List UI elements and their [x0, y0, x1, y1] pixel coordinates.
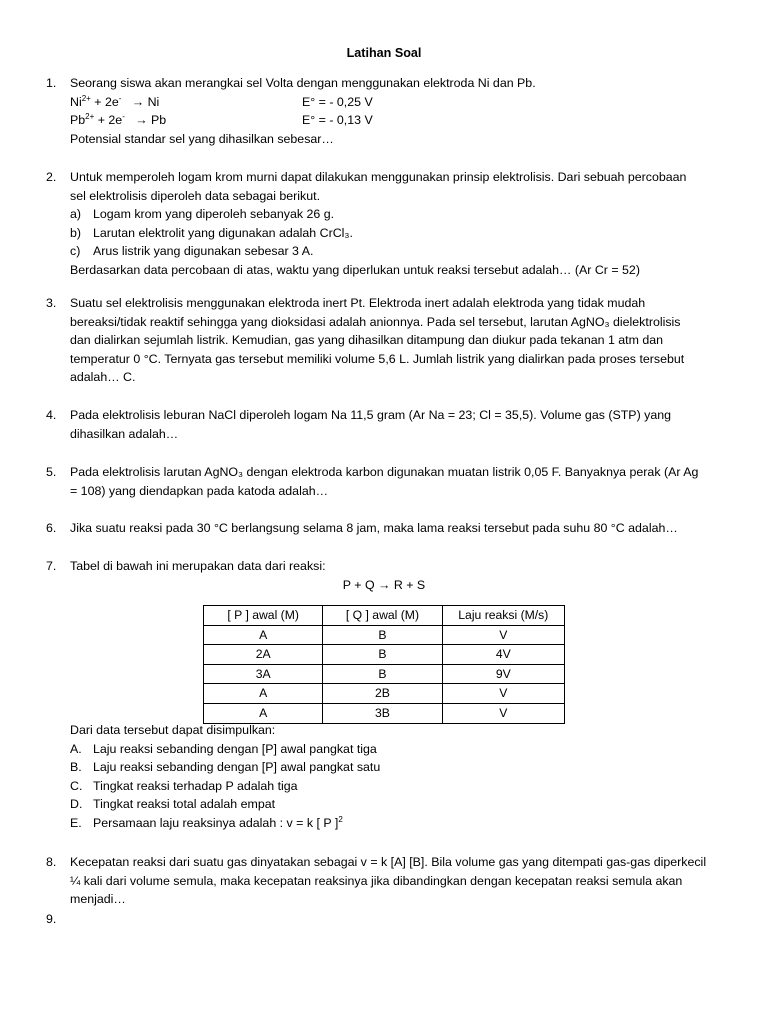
- reaction-equation: P + Q → R + S: [342, 578, 426, 592]
- question-text: bereaksi/tidak reaktif sehingga yang dioksidasi adalah anionnya. Pada sel tersebut, larutan AgNO₃ dielektrolisis: [70, 314, 681, 329]
- table-cell: 3B: [323, 703, 442, 723]
- table-header-row: [204, 606, 565, 626]
- table-cell: 2B: [323, 684, 442, 704]
- potential-value: E° = - 0,25 V: [302, 94, 373, 109]
- question-prompt: Potensial standar sel yang dihasilkan sebesar…: [70, 131, 334, 146]
- question-text: temperatur 0 °C. Ternyata gas tersebut memiliki volume 5,6 L. Jumlah listrik yang dialirkan pada proses tersebut: [70, 351, 685, 366]
- question-number: 8.: [46, 855, 57, 869]
- rate-data-table: [203, 605, 565, 724]
- table-cell: V: [442, 703, 564, 723]
- answer-option: A. Laju reaksi sebanding dengan [P] awal pangkat tiga: [70, 741, 377, 756]
- half-reaction-pb: $Pb^{2+} + 2e^-$ → Pb E° = - 0,13 V: [70, 111, 720, 130]
- arrow-icon: →: [131, 94, 145, 109]
- question-7-options: [70, 721, 720, 833]
- question-number: 7.: [46, 559, 57, 573]
- question-text: = 108) yang diendapkan pada katoda adalah…: [70, 483, 329, 498]
- table-cell: B: [323, 625, 442, 645]
- question-text: Seorang siswa akan merangkai sel Volta dengan menggunakan elektroda Ni dan Pb.: [70, 76, 536, 90]
- question-text: dan dialirkan sejumlah listrik. Kemudian, gas yang dihasilkan ditampung dan diukur pada tekanan 1 atm dan: [70, 333, 664, 348]
- question-text: Untuk memperoleh logam krom murni dapat dilakukan menggunakan prinsip elektrolisis. Dari sebuah percobaan: [70, 170, 687, 184]
- question-6: Jika suatu reaksi pada 30 °C berlangsung selama 8 jam, maka lama reaksi tersebut pada suhu 80 °C adalah…: [70, 521, 678, 535]
- table-cell: 2A: [204, 645, 323, 665]
- question-3: [70, 294, 720, 387]
- potential-value: E° = - 0,13 V: [302, 113, 373, 128]
- answer-option: C. Tingkat reaksi terhadap P adalah tiga: [70, 778, 298, 793]
- table-row: [204, 664, 565, 684]
- question-number: 6.: [46, 521, 57, 535]
- question-text: Dari data tersebut dapat disimpulkan:: [70, 723, 276, 737]
- table-cell: V: [442, 625, 564, 645]
- question-number: 9.: [46, 912, 57, 926]
- question-text: menjadi…: [70, 892, 126, 907]
- question-2: [70, 168, 720, 280]
- table-row: [204, 684, 565, 704]
- question-text: adalah… C.: [70, 370, 136, 385]
- table-cell: A: [204, 684, 323, 704]
- half-reaction-ni: $Ni^{2+} + 2e^-$ → Ni E° = - 0,25 V: [70, 93, 720, 112]
- table-row: [204, 625, 565, 645]
- table-cell: A: [204, 703, 323, 723]
- table-cell: B: [323, 645, 442, 665]
- list-item: a) Logam krom yang diperoleh sebanyak 26 g.: [70, 207, 335, 222]
- question-prompt: Berdasarkan data percobaan di atas, waktu yang diperlukan untuk reaksi tersebut adalah… (Ar Cr = 52): [70, 262, 640, 277]
- question-text: Pada elektrolisis leburan NaCl diperoleh logam Na 11,5 gram (Ar Na = 23; Cl = 35,5). Volume gas (STP) yang: [70, 408, 672, 422]
- table-cell: 4V: [442, 645, 564, 665]
- question-text: sel elektrolisis diperoleh data sebagai berikut.: [70, 188, 321, 203]
- question-1: [70, 74, 720, 148]
- page-title: Latihan Soal: [346, 46, 422, 60]
- table-cell: A: [204, 625, 323, 645]
- question-text: Pada elektrolisis larutan AgNO₃ dengan elektroda karbon digunakan muatan listrik 0,05 F. Banyaknya perak (Ar Ag: [70, 465, 699, 479]
- question-number: 2.: [46, 170, 57, 184]
- question-text: Kecepatan reaksi dari suatu gas dinyatakan sebagai v = k [A] [B]. Bila volume gas yang ditempati gas-gas diperkecil: [70, 855, 707, 869]
- question-number: 4.: [46, 408, 57, 422]
- arrow-icon: →: [135, 113, 148, 128]
- question-4: [70, 406, 720, 443]
- answer-option: D. Tingkat reaksi total adalah empat: [70, 797, 276, 812]
- question-number: 5.: [46, 465, 57, 479]
- question-5: [70, 463, 720, 500]
- question-text: dihasilkan adalah…: [70, 426, 179, 441]
- table-header: [ Q ] awal (M): [323, 606, 442, 626]
- list-item: c) Arus listrik yang digunakan sebesar 3 A.: [70, 244, 314, 259]
- answer-option: B. Laju reaksi sebanding dengan [P] awal pangkat satu: [70, 760, 381, 775]
- question-number: 1.: [46, 76, 57, 90]
- answer-option: E. Persamaan laju reaksinya adalah : v = k [ P ]$^2$: [70, 814, 343, 830]
- table-header: [ P ] awal (M): [204, 606, 323, 626]
- question-number: 3.: [46, 296, 57, 310]
- table-cell: B: [323, 664, 442, 684]
- question-text: Suatu sel elektrolisis menggunakan elektroda inert Pt. Elektroda inert adalah elektroda yang tidak mudah: [70, 296, 646, 310]
- table-header: Laju reaksi (M/s): [442, 606, 564, 626]
- table-cell: V: [442, 684, 564, 704]
- list-item: b) Larutan elektrolit yang digunakan adalah CrCl₃.: [70, 225, 353, 240]
- question-7-intro: Tabel di bawah ini merupakan data dari reaksi:: [70, 559, 326, 573]
- table-cell: 9V: [442, 664, 564, 684]
- table-cell: 3A: [204, 664, 323, 684]
- question-text: ¼ kali dari volume semula, maka kecepatan reaksinya jika dibandingkan dengan kecepatan reaksi semula akan: [70, 873, 683, 888]
- question-8: [70, 853, 720, 909]
- table-row: [204, 645, 565, 665]
